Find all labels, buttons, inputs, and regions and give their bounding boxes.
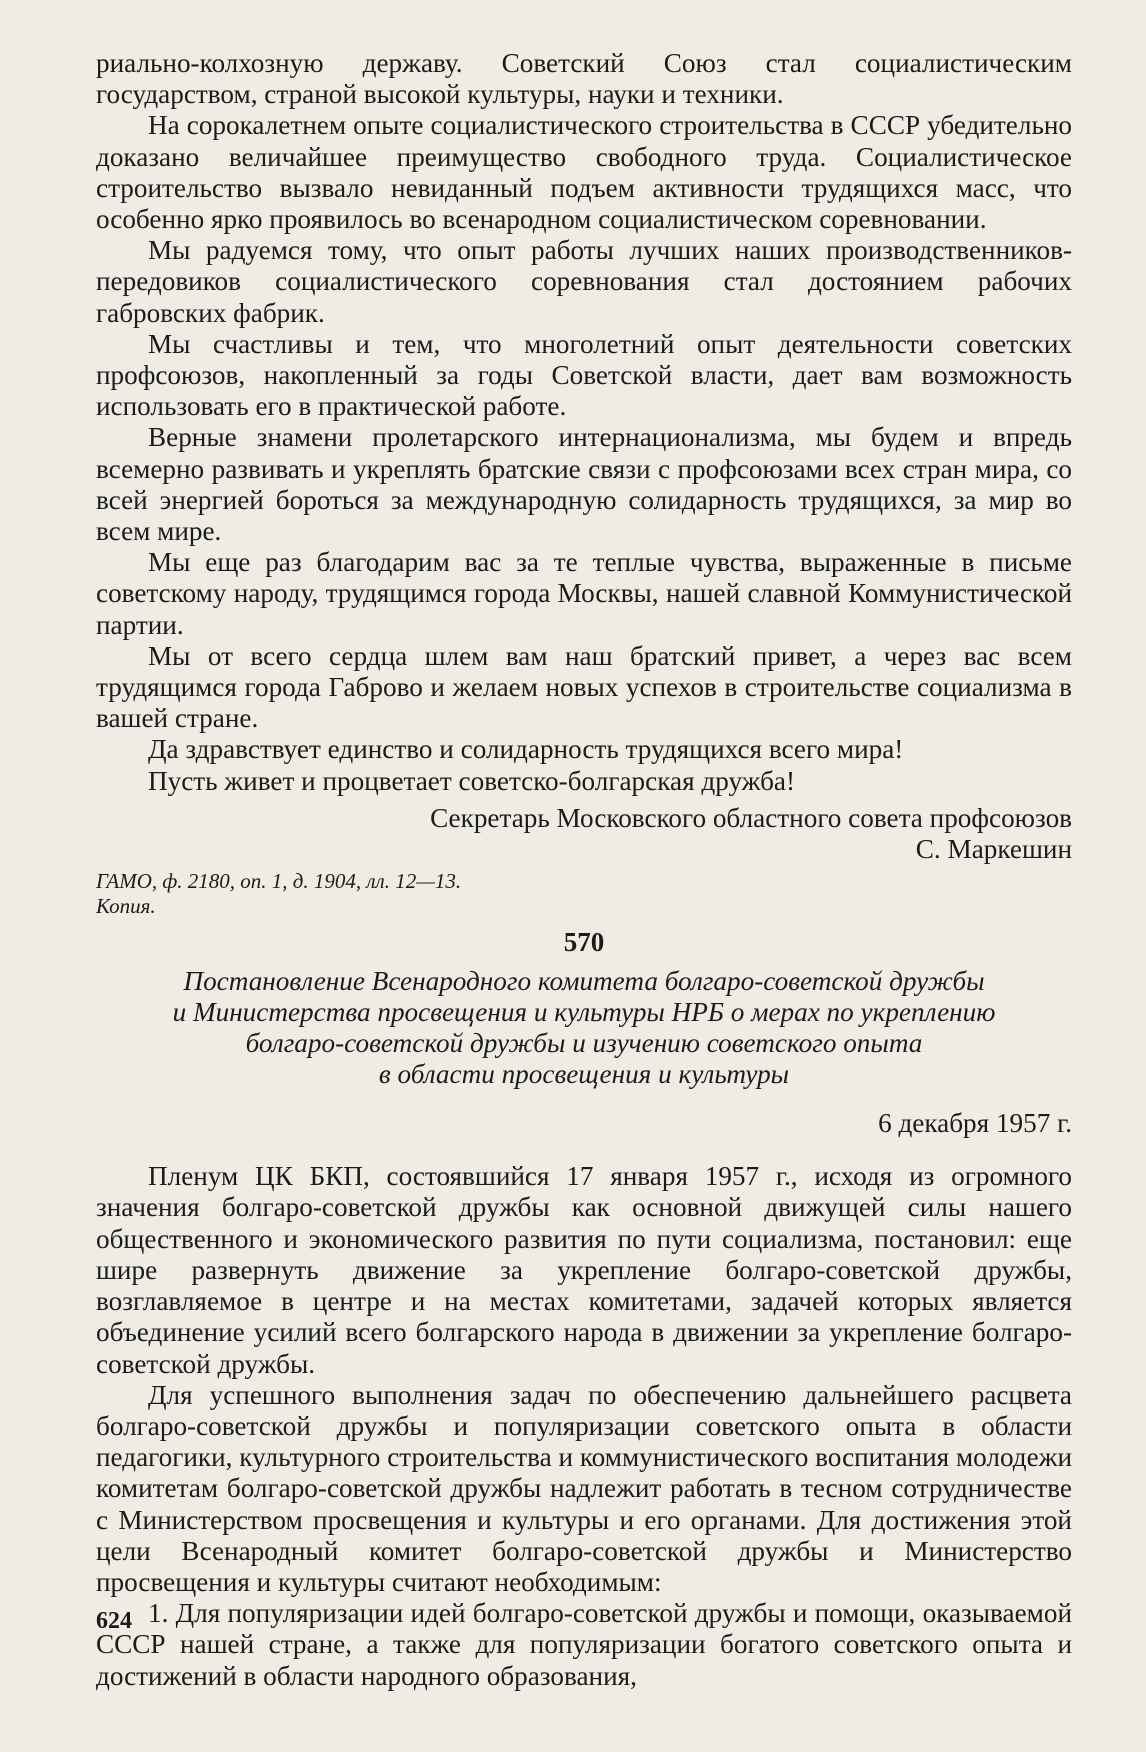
signature-title: Секретарь Московского областного совета профсоюзов — [430, 802, 1072, 833]
paragraph-0: риально-колхозную державу. Советский Союз стал социалистическим государством, страной высокой культуры, науки и техники. — [96, 48, 1072, 110]
document-570 — [96, 927, 1072, 1691]
top-section — [96, 48, 1072, 919]
paragraph-6: Мы от всего сердца шлем вам наш братский привет, а через вас всем трудящимся города Габрово и желаем новых успехов в строительстве социализма в вашей стране. — [96, 640, 1072, 734]
paragraph-1: На сорокалетнем опыте социалистического строительства в СССР убедительно доказано величайшее преимущество свободного труда. Социалистическое строительство вызвало невиданный подъем активности трудящихся масс, что особенно ярко проявилось во всенародном социалистическом соревновании. — [96, 110, 1072, 235]
paragraph-2: Мы радуемся тому, что опыт работы лучших наших производственников-передовиков социалистического соревнования стал достоянием рабочих габровских фабрик. — [96, 235, 1072, 328]
archive-source: ГАМО, ф. 2180, оп. 1, д. 1904, лл. 12—13. — [96, 869, 462, 894]
document-number: 570 — [563, 927, 605, 958]
document-title-line: Постановление Всенародного комитета болгаро-советской дружбы — [183, 966, 985, 997]
document-title-line: в области просвещения и культуры — [378, 1059, 790, 1090]
paragraph-5: Мы еще раз благодарим вас за те теплые чувства, выраженные в письме советскому народу, трудящимся города Москвы, нашей славной Коммунистической партии. — [96, 547, 1072, 640]
document-date: 6 декабря 1957 г. — [878, 1108, 1072, 1139]
paragraph-4: Верные знамени пролетарского интернационализма, мы будем и впредь всемерно развивать и укреплять братские связи с профсоюзами всех стран мира, со всей энергией бороться за международную солидарность трудящихся, за мир во всем мире. — [96, 422, 1072, 547]
paragraph-7: Да здравствует единство и солидарность трудящихся всего мира! — [148, 734, 904, 765]
document-title-line: болгаро-советской дружбы и изучению советского опыта — [245, 1028, 923, 1059]
signature-name: С. Маркешин — [915, 834, 1072, 865]
page-number: 624 — [96, 1608, 132, 1634]
paragraph-8: Пусть живет и процветает советско-болгарская дружба! — [148, 765, 796, 796]
document-paragraph-2: 1. Для популяризации идей болгаро-советской дружбы и помощи, оказываемой СССР нашей стране, а также для популяризации богатого советского опыта и достижений в области народного образования, — [96, 1598, 1072, 1691]
document-paragraph-1: Для успешного выполнения задач по обеспечению дальнейшего расцвета болгаро-советской дружбы и популяризации советского опыта в области педагогики, культурного строительства и коммунистического воспитания молодежи комитетам болгаро-советской дружбы надлежит работать в тесном сотрудничестве с Министерством просвещения и культуры и его органами. Для достижения этой цели Всенародный комитет болгаро-советской дружбы и Министерство просвещения и культуры считают необходимым: — [96, 1379, 1072, 1597]
document-paragraph-0: Пленум ЦК БКП, состоявшийся 17 января 1957 г., исходя из огромного значения болгаро-советской дружбы как основной движущей силы нашего общественного и экономического развития по пути социализма, постановил: еще шире развернуть движение за укрепление болгаро-советской дружбы, возглавляемое в центре и на местах комитетами, задачей которых является объединение усилий всего болгарского народа в движении за укрепление болгаро-советской дружбы. — [96, 1161, 1072, 1379]
document-title-line: и Министерства просвещения и культуры НРБ о мерах по укреплению — [172, 997, 996, 1028]
copy-note: Копия. — [96, 894, 156, 919]
paragraph-3: Мы счастливы и тем, что многолетний опыт деятельности советских профсоюзов, накопленный за годы Советской власти, дает вам возможность использовать его в практической работе. — [96, 328, 1072, 422]
document-page — [96, 48, 1072, 1692]
